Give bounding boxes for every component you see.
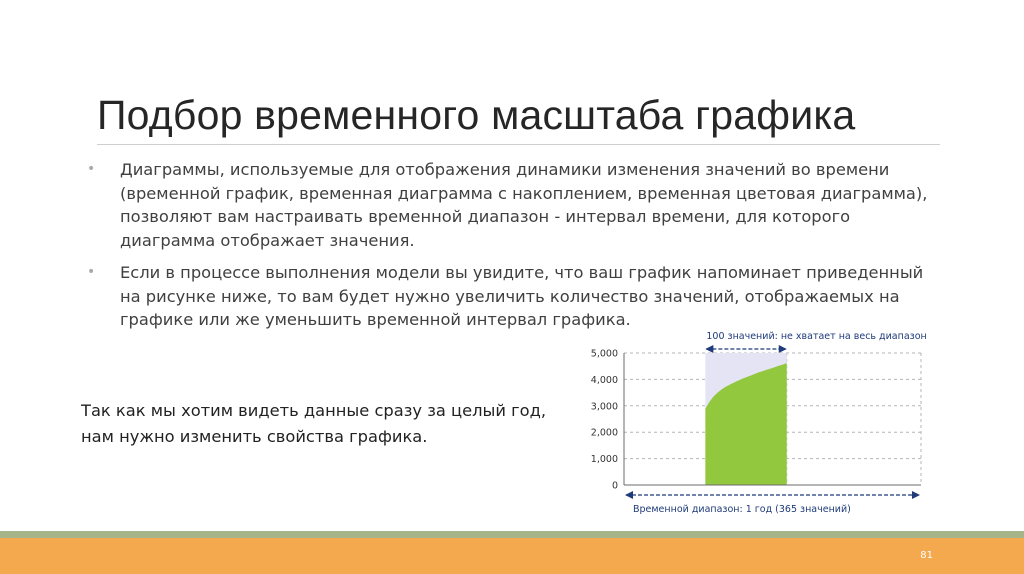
y-tick-label: 0 (611, 480, 618, 492)
y-tick-label: 2,000 (590, 427, 618, 439)
side-note-line: Так как мы хотим видеть данные сразу за целый год, (81, 401, 547, 420)
bullet-marker: • (87, 263, 96, 280)
plot-area (624, 353, 921, 485)
slide-title: Подбор временного масштаба графика (97, 92, 856, 138)
title-divider (97, 144, 940, 145)
top-annotation-label: 100 значений: не хватает на весь диапазон (706, 331, 927, 342)
data-range-shade (705, 353, 786, 485)
bullet-item (86, 158, 946, 253)
bullet-marker: • (87, 161, 96, 177)
bullet-list (86, 158, 946, 340)
y-tick-label: 4,000 (590, 374, 618, 386)
area-series (705, 363, 786, 485)
bottom-annotation-label: Временной диапазон: 1 год (365 значений) (633, 504, 851, 515)
y-tick-label: 5,000 (590, 348, 618, 360)
footer-stripe (0, 531, 1024, 538)
bullet-text: Диаграммы, используемые для отображения динамики изменения значений во времени (временной график, временная диаграмма с накоплением, временная цветовая диаграмма), позволяют вам настраивать временной диапазон - интервал времени, для которого диаграмма отображает значения. (120, 160, 928, 251)
y-tick-label: 1,000 (590, 454, 618, 466)
side-note (81, 398, 581, 449)
side-note-line: нам нужно изменить свойства графика. (81, 426, 428, 446)
bullet-item (86, 261, 946, 332)
y-tick-labels (591, 349, 618, 492)
page-number: 81 (920, 550, 933, 561)
bullet-text: Если в процессе выполнения модели вы увидите, что ваш график напоминает приведенный на рисунке ниже, то вам будет нужно увеличить количество значений, отображаемых на графике или же уменьшить временной интервал графика. (120, 262, 924, 330)
grid-lines (624, 353, 921, 485)
footer-bar (0, 538, 1024, 574)
y-tick-label: 3,000 (590, 401, 618, 413)
